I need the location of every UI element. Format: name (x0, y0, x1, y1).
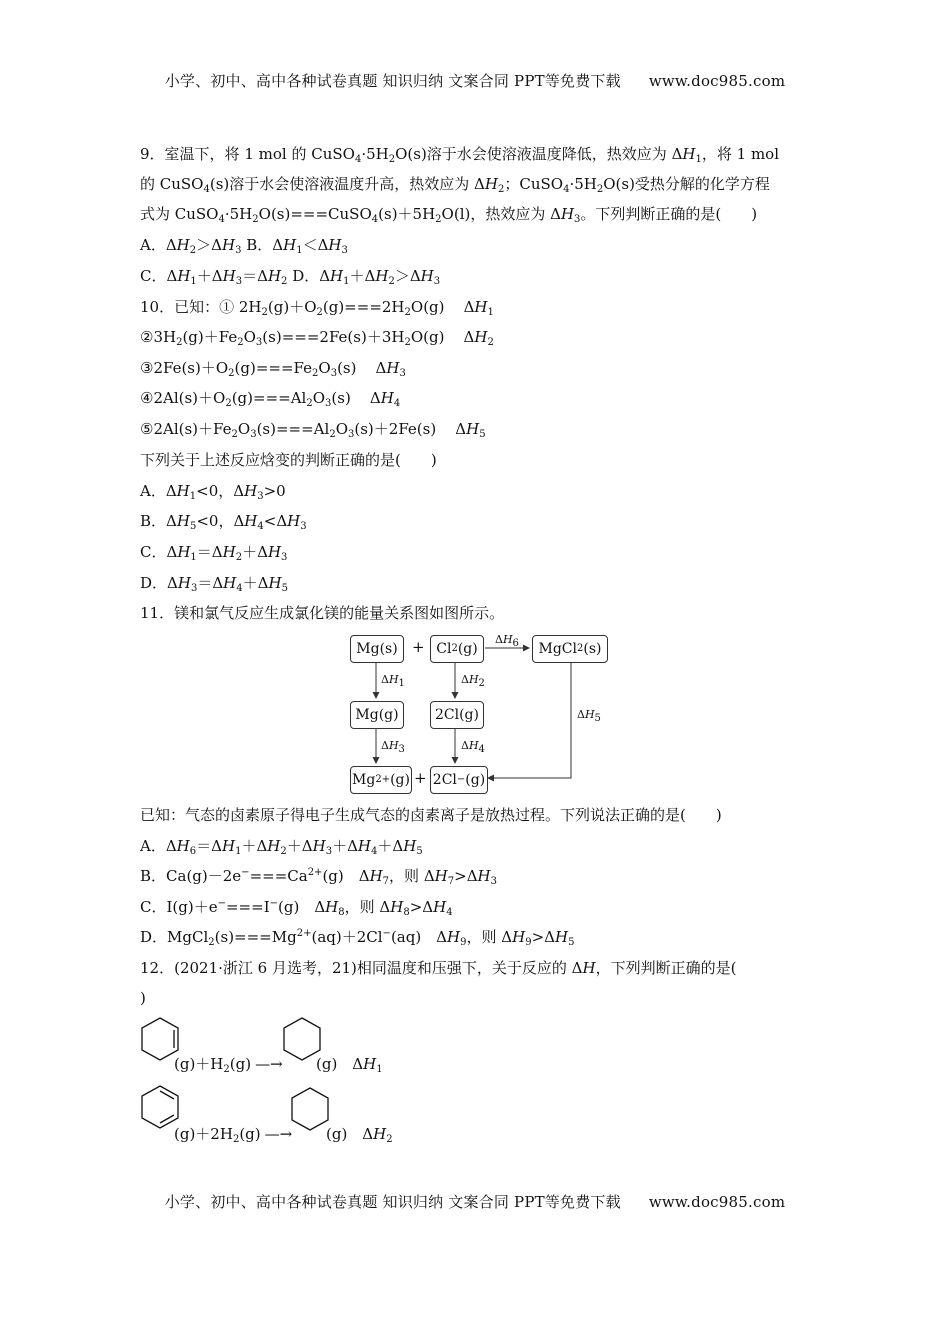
q10-option-b: B．$\Delta H_5<0$，$\Delta H_4<\Delta H_3$ (140, 512, 307, 532)
q10-option-d: D．$\Delta H_3=\Delta H_4+\Delta H_5$ (140, 574, 288, 594)
footer-site: www.doc985.com (648, 1193, 786, 1211)
q9-options-cd: C．$\Delta H_1+\Delta H_3=\Delta H_2$ D．$\Delta H_1+\Delta H_2>\Delta H_3$ (140, 267, 441, 287)
node-mg-ion: Mg 2+ (g) (350, 766, 412, 794)
q11-stem: 11．镁和氯气反应生成氯化镁的能量关系图如图所示。 (140, 604, 505, 622)
q12-eq2-right: (g) $\Delta H_2$ (326, 1125, 393, 1145)
q10-option-a: A．$\Delta H_1<0$，$\Delta H_3>0$ (140, 482, 286, 502)
header-site: www.doc985.com (648, 72, 786, 90)
footer-text: 小学、初中、高中各种试卷真题 知识归纳 文案合同 PPT等免费下载 (164, 1193, 621, 1211)
page-header (0, 70, 950, 91)
q11-known: 已知：气态的卤素原子得电子生成气态的卤素离子是放热过程。下列说法正确的是( ) (140, 806, 722, 824)
q11-option-b: B．$Ca(g)-2e^-===Ca^{2+}(g)$ $\Delta H_7$，则 $\Delta H_7>\Delta H_3$ (140, 867, 497, 887)
header-text: 小学、初中、高中各种试卷真题 知识归纳 文案合同 PPT等免费下载 (164, 72, 621, 90)
node-mg-s: Mg(s) (350, 635, 404, 663)
node-mgcl2-s: MgCl 2 (s) (532, 635, 608, 663)
node-2cl-g: 2Cl(g) (430, 701, 484, 729)
q9-options-ab: A．$\Delta H_2>\Delta H_3$ B．$\Delta H_1<\Delta H_3$ (140, 236, 348, 256)
reaction-arrow-1: —→ (255, 1055, 283, 1073)
energy-diagram (345, 633, 615, 795)
label-dh4: $\Delta H_4$ (461, 739, 485, 755)
q10-reaction-2: $②3H_2(g)+Fe_2O_3(s)===2Fe(s)+3H_2O(g)$ $\Delta H_2$ (140, 328, 494, 348)
q12-eq1-right: (g) $\Delta H_1$ (316, 1055, 383, 1075)
q10-reaction-1: 10．已知：① $2H_2(g)+O_2(g)===2H_2O(g)$ $\Delta H_1$ (140, 298, 494, 318)
q9-line3: 式为 $CuSO_4\cdot 5H_2O(s)===CuSO_4(s)+5H_2O(l)$，热效应为 $\Delta H_3$。下列判断正确的是( ) (140, 205, 758, 225)
q9-line1: 9．室温下，将 1 mol 的 $CuSO_4\cdot 5H_2O(s)$溶于水会使溶液温度降低，热效应为 $\Delta H_1$，将 1 mol (140, 145, 780, 165)
reaction-arrow-2: —→ (264, 1125, 293, 1143)
plus-bottom: + (414, 769, 427, 787)
label-dh3: $\Delta H_3$ (381, 739, 405, 755)
plus-top: + (412, 638, 425, 656)
q10-reaction-4: $④2Al(s)+O_2(g)===Al_2O_3(s)$ $\Delta H_4$ (140, 389, 401, 409)
q10-reaction-3: $③2Fe(s)+O_2(g)===Fe_2O_3(s)$ $\Delta H_3$ (140, 359, 406, 379)
label-dh1: $\Delta H_1$ (381, 673, 405, 689)
q12-stem: 12．(2021·浙江 6 月选考，21)相同温度和压强下，关于反应的 ΔH，下列判断正确的是( (140, 959, 737, 977)
arrow-dh5 (488, 663, 571, 778)
cyclohexane-structure-2 (290, 1086, 330, 1134)
q10-question: 下列关于上述反应焓变的判断正确的是( ) (140, 451, 437, 469)
node-mg-g: Mg(g) (350, 701, 404, 729)
q9-line2: 的 CuSO$_4$(s)溶于水会使溶液温度升高，热效应为 $\Delta H_2$；$CuSO_4\cdot 5H_2O(s)$受热分解的化学方程 (140, 175, 770, 195)
q12-eq1-left: $(g)+H_2(g)$ —→ (174, 1055, 283, 1075)
q10-reaction-5: $⑤2Al(s)+Fe_2O_3(s)===Al_2O_3(s)+2Fe(s)$ $\Delta H_5$ (140, 420, 486, 440)
q11-option-a: A．$\Delta H_6=\Delta H_1+\Delta H_2+\Delta H_3+\Delta H_4+\Delta H_5$ (140, 837, 423, 857)
q12-stem-end: ) (140, 989, 146, 1007)
q12-eq2-left: $(g)+2H_2(g)$ —→ (174, 1125, 293, 1145)
node-cl-ion: 2Cl − (g) (430, 766, 488, 794)
q10-option-c: C．$\Delta H_1=\Delta H_2+\Delta H_3$ (140, 543, 288, 563)
q11-option-c: C．I(g)＋e−===I−(g) $\Delta H_8$，则 $\Delta H_8>\Delta H_4$ (140, 898, 453, 918)
label-dh5: $\Delta H_5$ (577, 708, 601, 724)
label-dh2: $\Delta H_2$ (461, 673, 485, 689)
label-dh6: $\Delta H_6$ (495, 633, 519, 649)
node-cl2-g: Cl 2 (g) (430, 635, 484, 663)
q11-option-d: D．$MgCl_2(s)===Mg^{2+}(aq)+2Cl^-(aq)$ $\Delta H_9$，则 $\Delta H_9>\Delta H_5$ (140, 928, 575, 948)
page-footer (0, 1191, 950, 1212)
